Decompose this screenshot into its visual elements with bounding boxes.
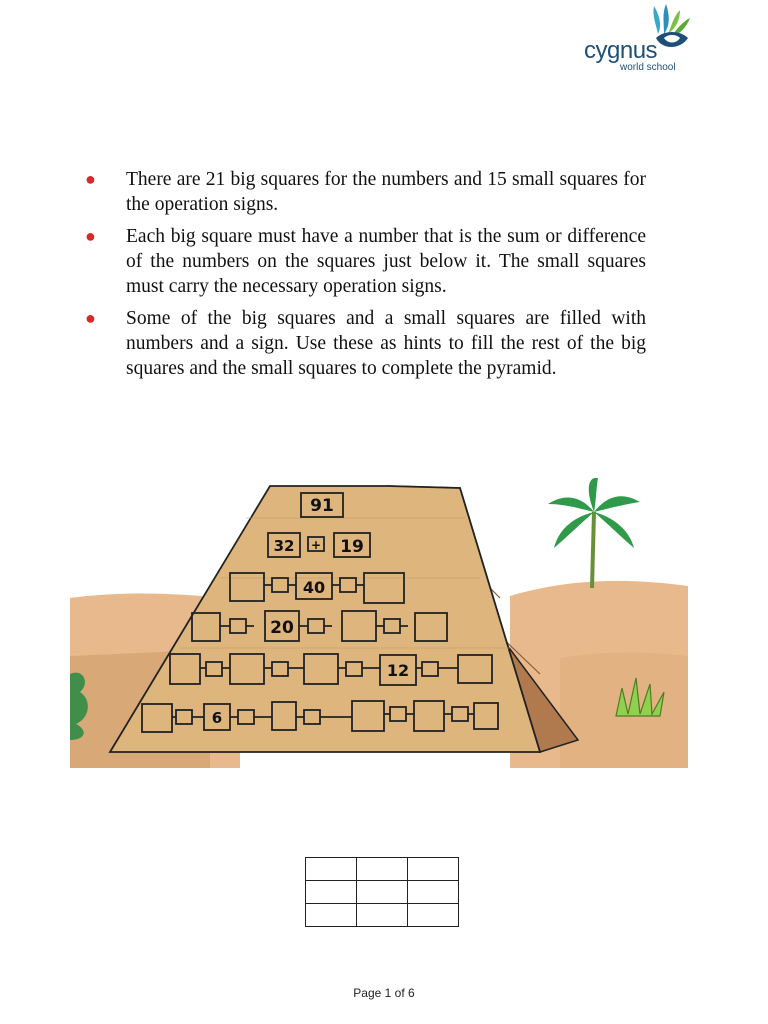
school-logo (578, 4, 713, 76)
bullet-icon: ● (85, 226, 96, 246)
bullet-icon: ● (85, 169, 96, 189)
rule-text: Each big square must have a number that is the sum or difference of the numbers on the squares just below it. The small squares must carry the necessary operation signs. (126, 226, 646, 297)
pyramid-row4-value: 20 (270, 618, 294, 638)
pyramid-row2-right-value: 19 (340, 537, 364, 557)
grid-cell (408, 904, 459, 927)
grid-row (306, 881, 459, 904)
logo-name: cygnus (584, 37, 658, 64)
grid-row (306, 904, 459, 927)
grid-cell (408, 881, 459, 904)
rule-item (80, 306, 646, 381)
grid-row (306, 858, 459, 881)
grid-cell (306, 858, 357, 881)
grid-cell (357, 904, 408, 927)
rule-item (80, 224, 646, 299)
pyramid-row6-value: 6 (211, 709, 223, 727)
pyramid-row2-left-value: 32 (273, 537, 295, 555)
swan-logo-icon (646, 4, 710, 60)
pyramid-row2-sign: + (310, 538, 322, 552)
grid-cell (408, 858, 459, 881)
grid-cell (306, 904, 357, 927)
rule-text: Some of the big squares and a small squares are filled with numbers and a sign. Use these as hints to fill the rest of the big squares and the small squares to complete the pyramid. (126, 308, 646, 379)
grid-cell (306, 881, 357, 904)
rules-list (80, 167, 646, 388)
page-number: Page 1 of 6 (353, 986, 415, 1000)
rule-text: There are 21 big squares for the numbers and 15 small squares for the operation signs. (126, 169, 646, 215)
pyramid-row3-value: 40 (302, 578, 326, 597)
bullet-icon: ● (85, 308, 96, 328)
pyramid-top-value: 91 (310, 496, 334, 516)
grid-cell (357, 881, 408, 904)
pyramid-row5-value: 12 (386, 661, 410, 680)
rule-item (80, 167, 646, 217)
grid-cell (357, 858, 408, 881)
logo-subtitle: world school (620, 62, 676, 73)
page-footer (0, 986, 768, 1000)
pyramid-illustration (70, 478, 688, 768)
answer-grid (305, 857, 459, 927)
